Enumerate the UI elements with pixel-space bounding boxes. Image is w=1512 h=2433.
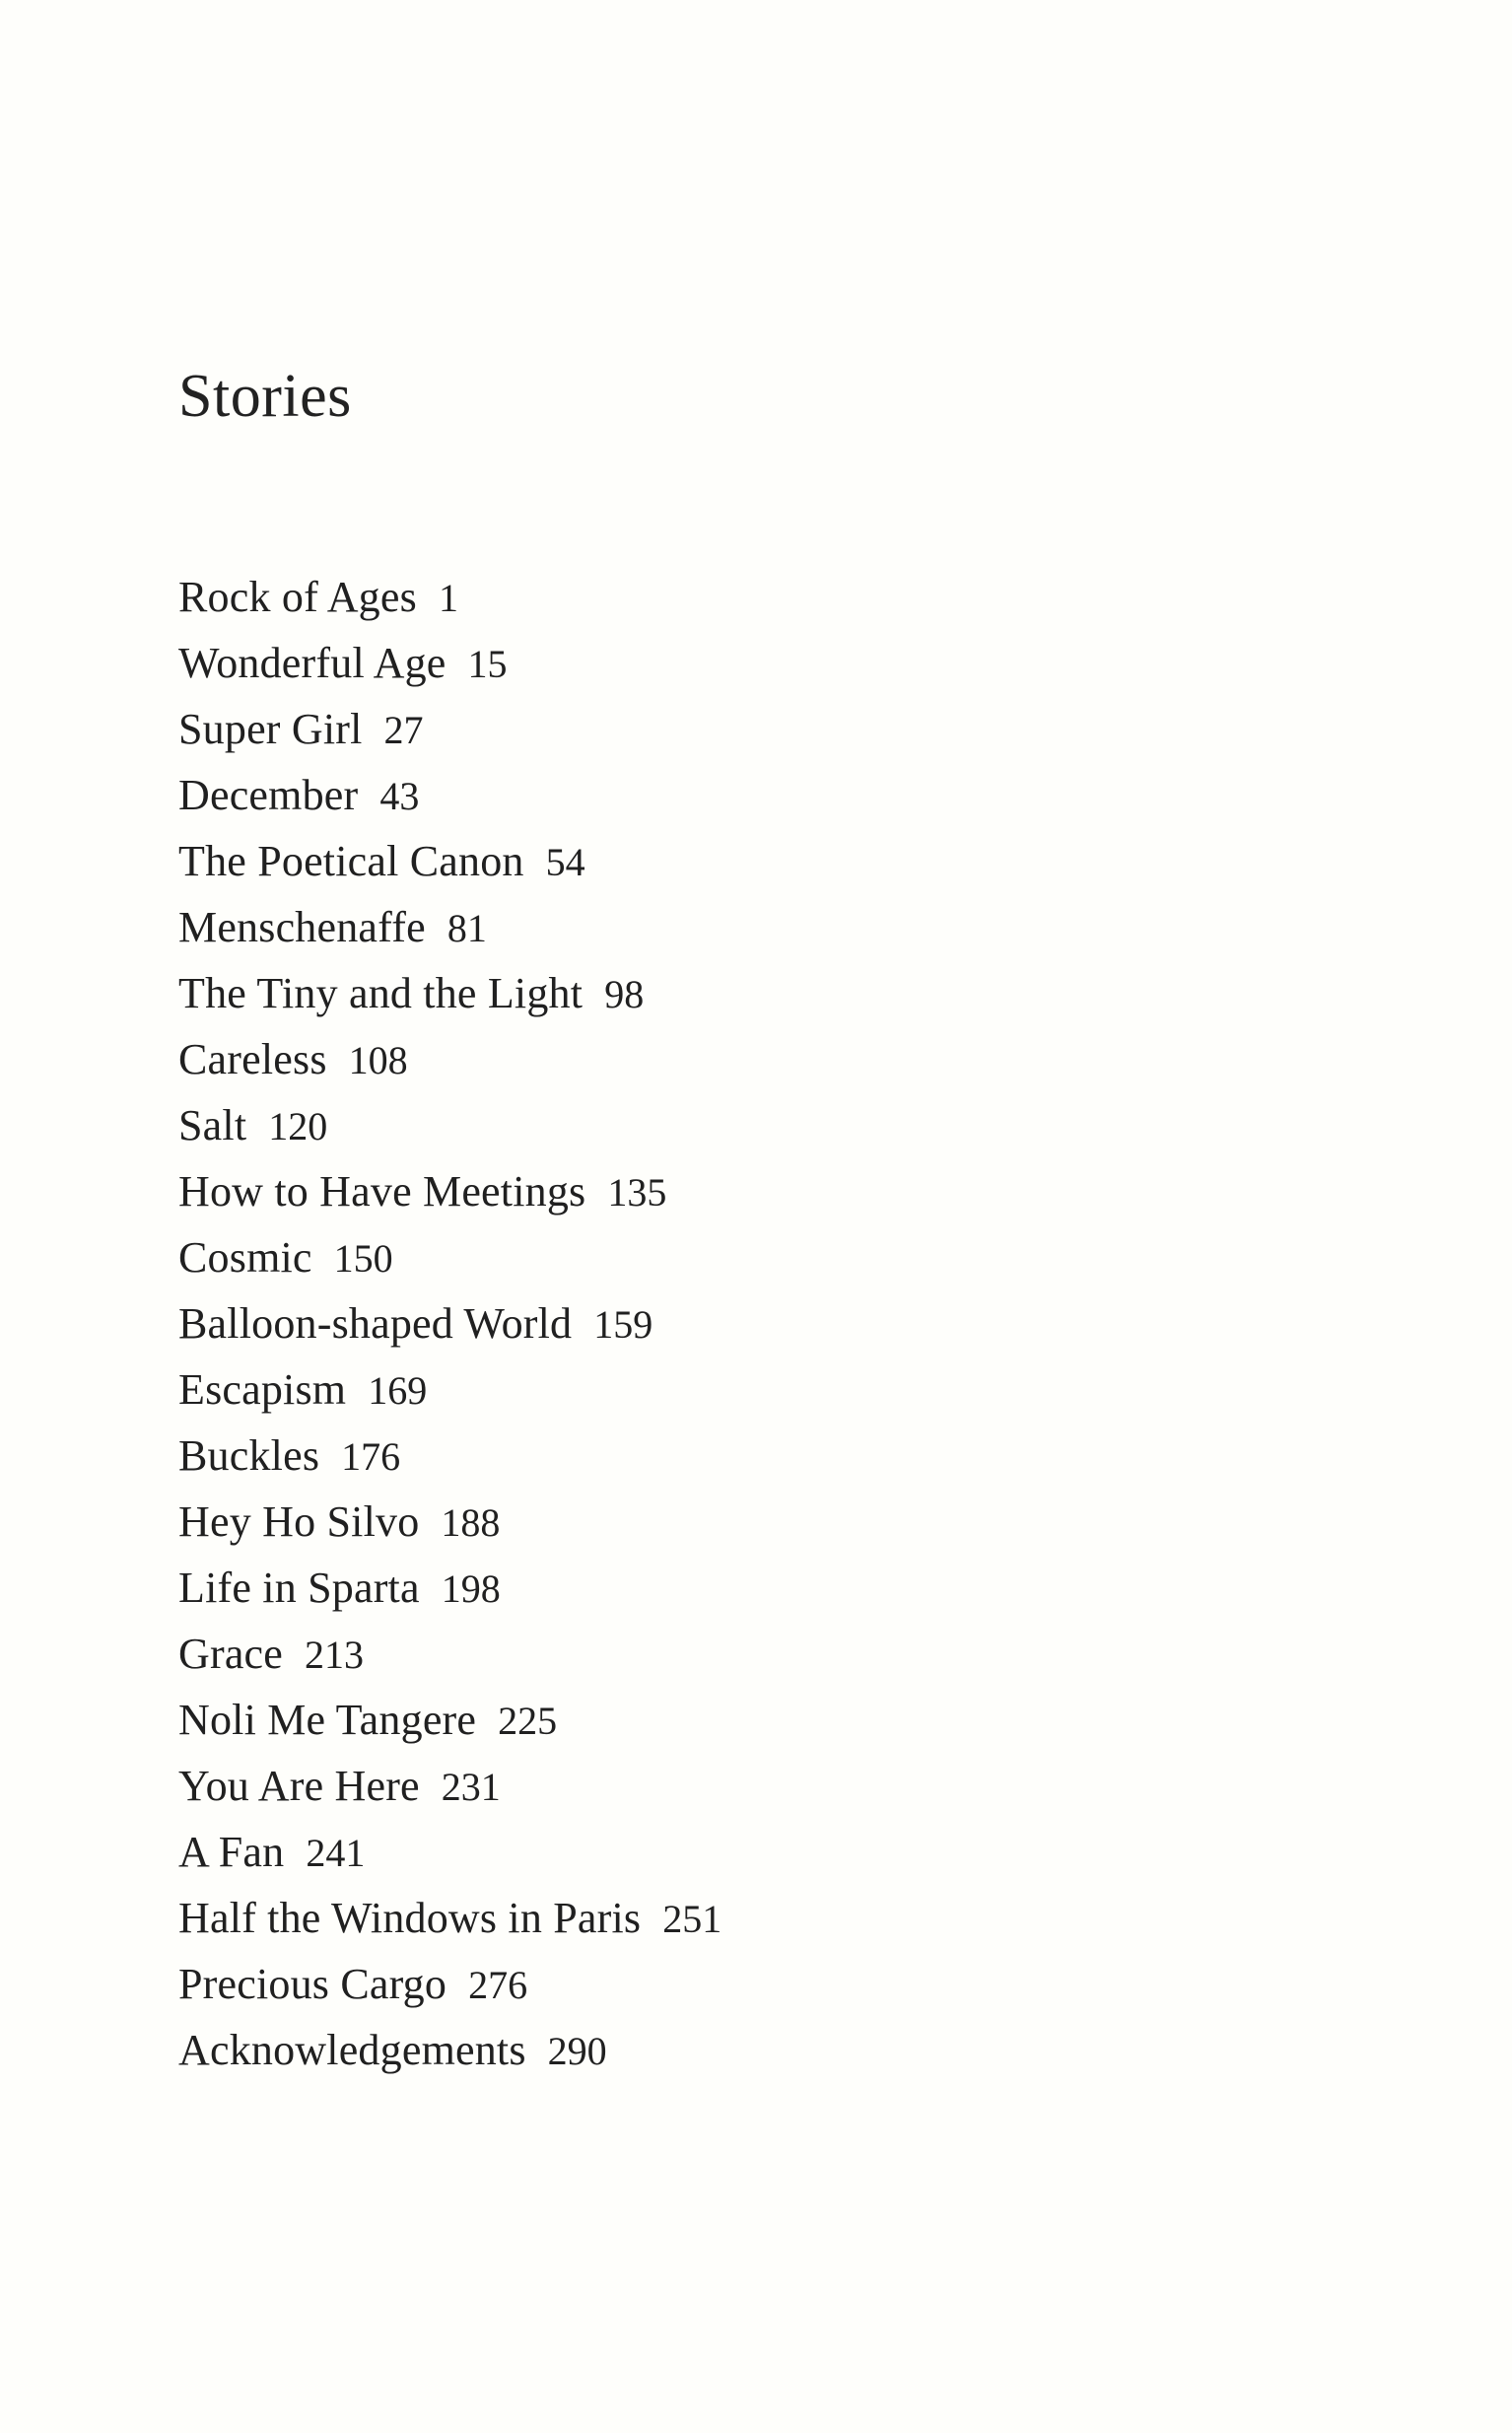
toc-entry — [178, 1753, 722, 1819]
toc-entry-title: Cosmic — [178, 1233, 312, 1282]
toc-entry-title: Menschenaffe — [178, 903, 426, 951]
toc-entry-title: Buckles — [178, 1431, 320, 1480]
toc-entry — [178, 564, 722, 630]
toc-entry — [178, 1356, 722, 1423]
toc-entry-title: Acknowledgements — [178, 2026, 526, 2074]
toc-entry-page-number: 241 — [306, 1831, 366, 1875]
toc-entry-page-number: 98 — [604, 972, 645, 1016]
toc-entry-title: Escapism — [178, 1365, 347, 1414]
toc-entry-page-number: 159 — [593, 1302, 653, 1347]
toc-entry — [178, 630, 722, 696]
toc-entry — [178, 1423, 722, 1489]
toc-entry-page-number: 15 — [467, 642, 508, 686]
toc-entry-page-number: 276 — [468, 1963, 528, 2007]
toc-entry-page-number: 290 — [547, 2029, 607, 2073]
toc-entry-page-number: 43 — [379, 774, 420, 818]
toc-entry — [178, 960, 722, 1026]
toc-entry-page-number: 108 — [348, 1038, 408, 1082]
toc-entry-page-number: 1 — [438, 576, 458, 620]
toc-entry — [178, 696, 722, 762]
toc-entry-page-number: 213 — [305, 1633, 365, 1677]
toc-entry — [178, 1026, 722, 1092]
toc-entry-title: A Fan — [178, 1828, 285, 1876]
toc-entry-title: Balloon-shaped World — [178, 1299, 573, 1348]
toc-entry-title: Life in Sparta — [178, 1564, 420, 1612]
toc-entry-page-number: 135 — [607, 1170, 667, 1215]
toc-entry-page-number: 27 — [383, 708, 424, 752]
toc-entry — [178, 1951, 722, 2017]
toc-entry-page-number: 54 — [545, 840, 585, 884]
toc-entry-page-number: 120 — [268, 1104, 328, 1148]
toc-entry-title: Wonderful Age — [178, 639, 447, 687]
toc-entry-title: How to Have Meetings — [178, 1167, 586, 1216]
toc-entry-page-number: 198 — [441, 1566, 501, 1611]
toc-entry — [178, 1489, 722, 1555]
toc-entry-title: Rock of Ages — [178, 573, 417, 621]
toc-entry — [178, 1687, 722, 1753]
toc-entry — [178, 1158, 722, 1224]
toc-entry-page-number: 188 — [441, 1500, 501, 1545]
toc-entry-title: Careless — [178, 1035, 327, 1083]
toc-entry-title: The Tiny and the Light — [178, 969, 584, 1017]
toc-entry-page-number: 231 — [441, 1765, 501, 1809]
toc-entry-page-number: 225 — [498, 1699, 558, 1743]
toc-entry-title: Precious Cargo — [178, 1960, 447, 2008]
toc-entry — [178, 1092, 722, 1158]
toc-entry — [178, 1819, 722, 1885]
toc-entry-page-number: 150 — [333, 1236, 393, 1281]
toc-entry-title: The Poetical Canon — [178, 837, 524, 885]
toc-entry — [178, 828, 722, 894]
toc-entry-page-number: 176 — [341, 1434, 401, 1479]
toc-entry — [178, 1290, 722, 1356]
toc-entry-page-number: 169 — [368, 1368, 428, 1413]
toc-entry-title: Salt — [178, 1101, 247, 1149]
toc-entry — [178, 894, 722, 960]
table-of-contents — [178, 564, 722, 2083]
toc-entry — [178, 2017, 722, 2083]
toc-entry-title: Super Girl — [178, 705, 363, 753]
toc-entry — [178, 1621, 722, 1687]
toc-entry-title: You Are Here — [178, 1762, 420, 1810]
toc-entry-page-number: 81 — [447, 906, 487, 950]
toc-heading: Stories — [178, 363, 352, 430]
toc-entry-title: Hey Ho Silvo — [178, 1497, 420, 1546]
toc-entry-title: Noli Me Tangere — [178, 1696, 477, 1744]
toc-entry-title: December — [178, 771, 359, 819]
toc-entry-title: Grace — [178, 1630, 284, 1678]
toc-entry — [178, 762, 722, 828]
toc-entry — [178, 1555, 722, 1621]
toc-entry — [178, 1885, 722, 1951]
toc-entry-page-number: 251 — [662, 1897, 722, 1941]
toc-entry-title: Half the Windows in Paris — [178, 1894, 642, 1942]
toc-entry — [178, 1224, 722, 1290]
